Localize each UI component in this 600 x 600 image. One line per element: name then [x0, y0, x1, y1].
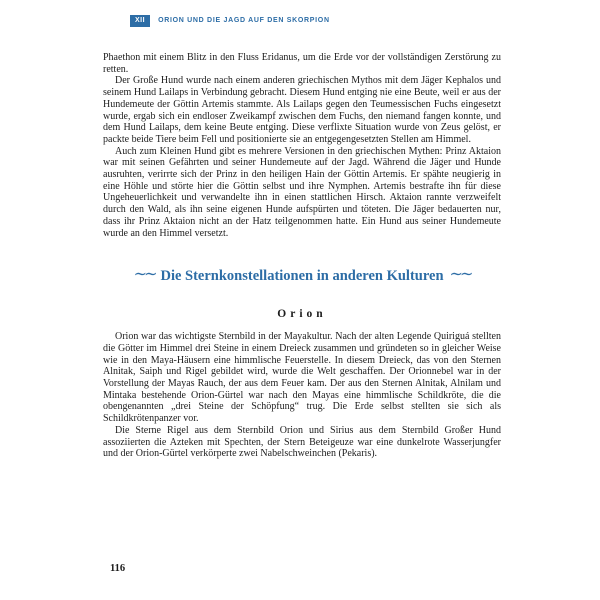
page-number: 116 [110, 563, 126, 574]
wave-ornament-right: ∼∼ [449, 266, 471, 284]
chapter-title: ORION UND DIE JAGD AUF DEN SKORPION [158, 17, 330, 24]
paragraph-continuation: Phaethon mit einem Blitz in den Fluss Eridanus, um die Erde vor der vollständigen Zerstörung zu retten. [103, 52, 501, 75]
page-footer [110, 558, 125, 576]
chapter-number-badge: XII [130, 15, 150, 27]
running-head [130, 15, 330, 27]
section-heading-text: Die Sternkonstellationen in anderen Kulturen [160, 268, 444, 285]
section-heading [103, 267, 501, 285]
paragraph-maya: Orion war das wichtigste Sternbild in der Mayakultur. Nach der alten Legende Quiriguá stellten die Götter im Himmel drei Steine in einem Dreieck zusammen und gründeten so in gleicher Weise wie in den Maya-Häusern eine himmlische Feuerstelle. In diesem Dreieck, das von den Sternen Alnitak, Saiph und Rigel gebildet wird, wurde die Welt geschaffen. Der Orionnebel war in der Vorstellung der Mayas Rauch, der aus dem Feuer kam. Der aus den Sternen Alnitak, Alnilam und Mintaka bestehende Orion-Gürtel war nach den Mayas eine himmlische Schildkröte, die die obengenannten „drei Steine der Schöpfung“ trug. Die Erde selbst stellten sie sich als Schildkrötenpanzer vor. [103, 331, 501, 425]
paragraph-grosser-hund: Der Große Hund wurde nach einem anderen griechischen Mythos mit dem Jäger Kephalos und seinem Hund Lailaps in Verbindung gebracht. Diesem Hund entging nie eine Beute, weil er aus der Hundemeute der Göttin Artemis stammte. Als Lailaps gegen den Teumessischen Fuchs eingesetzt wurde, ergab sich ein endloser Zweikampf zwischen dem Fuchs, den niemand fangen konnte, und dem Hund Lailaps, dem keine Beute entging. Diese verflixte Situation wurde von Zeus gelöst, er packte beide Tiere beim Fell und positionierte sie an entgegengesetzten Stellen am Himmel. [103, 75, 501, 145]
wave-ornament-left: ∼∼ [133, 266, 155, 284]
page-body [103, 52, 501, 460]
subsection-heading-orion: Orion [277, 308, 327, 321]
paragraph-azteken: Die Sterne Rigel aus dem Sternbild Orion und Sirius aus dem Sternbild Großer Hund assoziierten die Azteken mit Spechten, der Stern Beteigeuze war eine dunkelrote Wasserjungfer und der Orion-Gürtel verkörperte zwei Nabelschweinchen (Pekaris). [103, 424, 501, 460]
paragraph-kleiner-hund: Auch zum Kleinen Hund gibt es mehrere Versionen in den griechischen Mythen: Prinz Aktaion war mit seinen Gefährten und seiner Hundemeute auf der Jagd. Während die Jäger und Hunde ausruhten, verirrte sich der Prinz in den heiligen Hain der Göttin Artemis. Er spähte neugierig in eine Höhle und störte hier die Göttin selbst und ihre Nymphen. Artemis bestrafte ihn für diese Ungeheuerlichkeit und verwandelte ihn in einen stattlichen Hirsch. Aktaion rannte verzweifelt durch den Wald, als ihn seine eigenen Hunde aufspürten und töteten. Die Jäger bedauerten nur, dass ihr Prinz Aktaion nicht an der Hatz teilgenommen hatte. Ein Hund aus seiner Hundemeute wurde an den Himmel versetzt. [103, 145, 501, 239]
